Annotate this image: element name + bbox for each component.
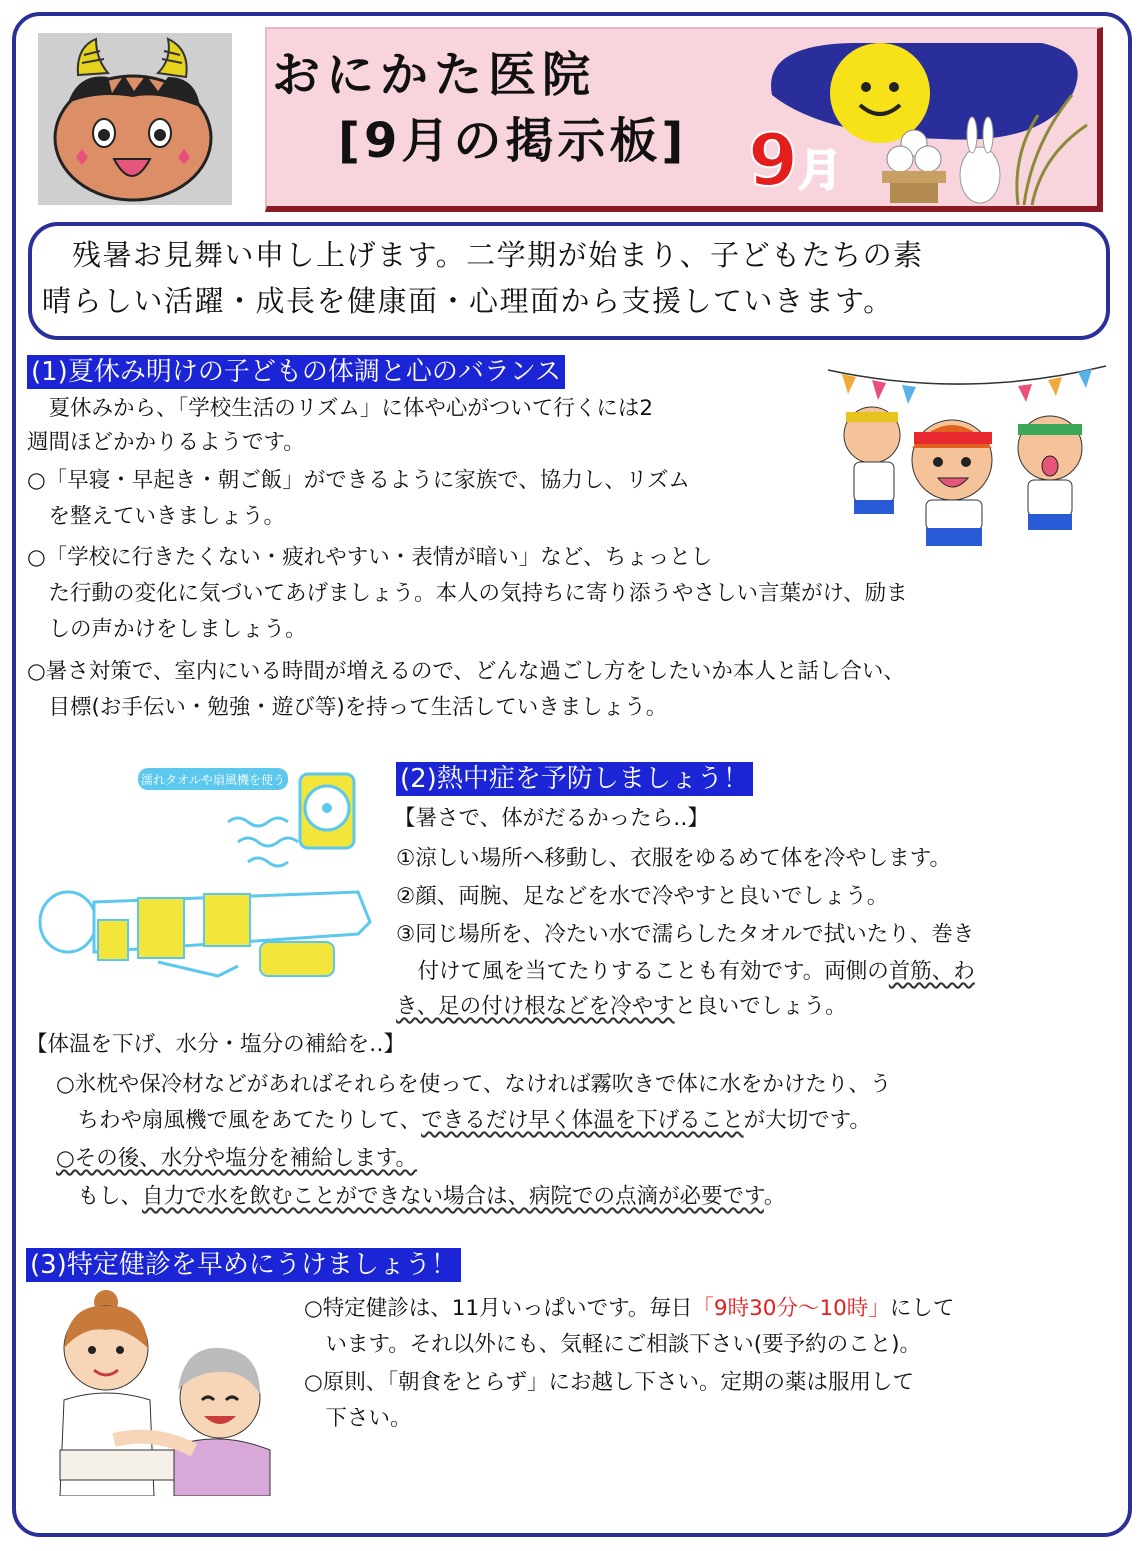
section2-subheading-1: 【暑さで、体がだるかったら‥】 xyxy=(394,806,709,831)
nurse-patient-illustration xyxy=(54,1290,276,1496)
section1-line: しの声かけをしましょう。 xyxy=(27,617,307,642)
cooling-body-illustration xyxy=(28,752,386,1000)
section2-subheading-2: 【体温を下げ、水分・塩分の補給を‥】 xyxy=(26,1032,405,1057)
section2-heading: (2)熱中症を予防しましょう！ xyxy=(396,762,753,796)
section2-step3-cont-1: 付けて風を当てたりすることも有効です。両側の首筋、わ xyxy=(396,959,975,984)
section2-step: ②顔、両腕、足などを水で冷やすと良いでしょう。 xyxy=(396,884,889,909)
section3-line-4: 下さい。 xyxy=(304,1406,412,1431)
section3-line-3: ○原則、「朝食をとらず」にお越し下さい。定期の薬は服用して xyxy=(304,1370,915,1395)
section2-step3-cont-2: き、足の付け根などを冷やすと良いでしょう。 xyxy=(396,994,847,1019)
bulletin-subtitle: [9月の掲示板] xyxy=(338,113,688,169)
running-children-illustration xyxy=(822,350,1112,550)
section1-line: た行動の変化に気づいてあげましょう。本人の気持ちに寄り添うやさしい言葉がけ、励ま xyxy=(27,581,908,606)
section1-heading: (1)夏休み明けの子どもの体調と心のバランス xyxy=(27,355,565,389)
greeting-line-1: 残暑お見舞い申し上げます。二学期が始まり、子どもたちの素 xyxy=(72,238,924,272)
section1-line: を整えていきましょう。 xyxy=(27,504,286,529)
month-label: 9月 xyxy=(748,118,843,202)
section1-line: ○「学校に行きたくない・疲れやすい・表情が暗い」など、ちょっとし xyxy=(27,545,713,570)
section1-line: ○「早寝・早起き・朝ご飯」ができるように家族で、協力し、リズム xyxy=(27,468,690,493)
section3-heading: (3)特定健診を早めにうけましょう！ xyxy=(26,1248,461,1282)
oni-mascot-logo xyxy=(38,33,232,205)
section3-line-2: います。それ以外にも、気軽にご相談下さい(要予約のこと)。 xyxy=(304,1332,922,1357)
section1-line: 夏休みから、「学校生活のリズム」に体や心がついて行くには2 xyxy=(27,396,654,421)
section2-step: ①涼しい場所へ移動し、衣服をゆるめて体を冷やします。 xyxy=(396,846,952,871)
section2-bullet-2-line-1: ○その後、水分や塩分を補給します。 xyxy=(56,1146,418,1171)
greeting-line-2: 晴らしい活躍・成長を健康面・心理面から支援していきます。 xyxy=(42,284,894,318)
illustration-caption: 濡れタオルや扇風機を使う xyxy=(140,773,286,787)
section1-line: ○暑さ対策で、室内にいる時間が増えるので、どんな過ごし方をしたいか本人と話し合い、 xyxy=(27,659,905,684)
section2-bullet-1-line-2: ちわや扇風機で風をあてたりして、できるだけ早く体温を下げることが大切です。 xyxy=(56,1108,871,1133)
section2-bullet-1-line-1: ○氷枕や保冷材などがあればそれらを使って、なければ霧吹きで体に水をかけたり、う xyxy=(56,1072,892,1097)
clinic-name: おにかた医院 xyxy=(272,47,597,103)
section3-line-1: ○特定健診は、11月いっぱいです。毎日「9時30分～10時」にして xyxy=(304,1296,955,1321)
greeting-box xyxy=(28,222,1110,340)
section1-line: 目標(お手伝い・勉強・遊び等)を持って生活していきましょう。 xyxy=(27,695,668,720)
section2-step: ③同じ場所を、冷たい水で濡らしたタオルで拭いたり、巻き xyxy=(396,922,975,947)
section1-line: 週間ほどかかりるようです。 xyxy=(27,430,305,455)
section2-bullet-2-line-2: もし、自力で水を飲むことができない場合は、病院での点滴が必要です。 xyxy=(56,1184,786,1209)
